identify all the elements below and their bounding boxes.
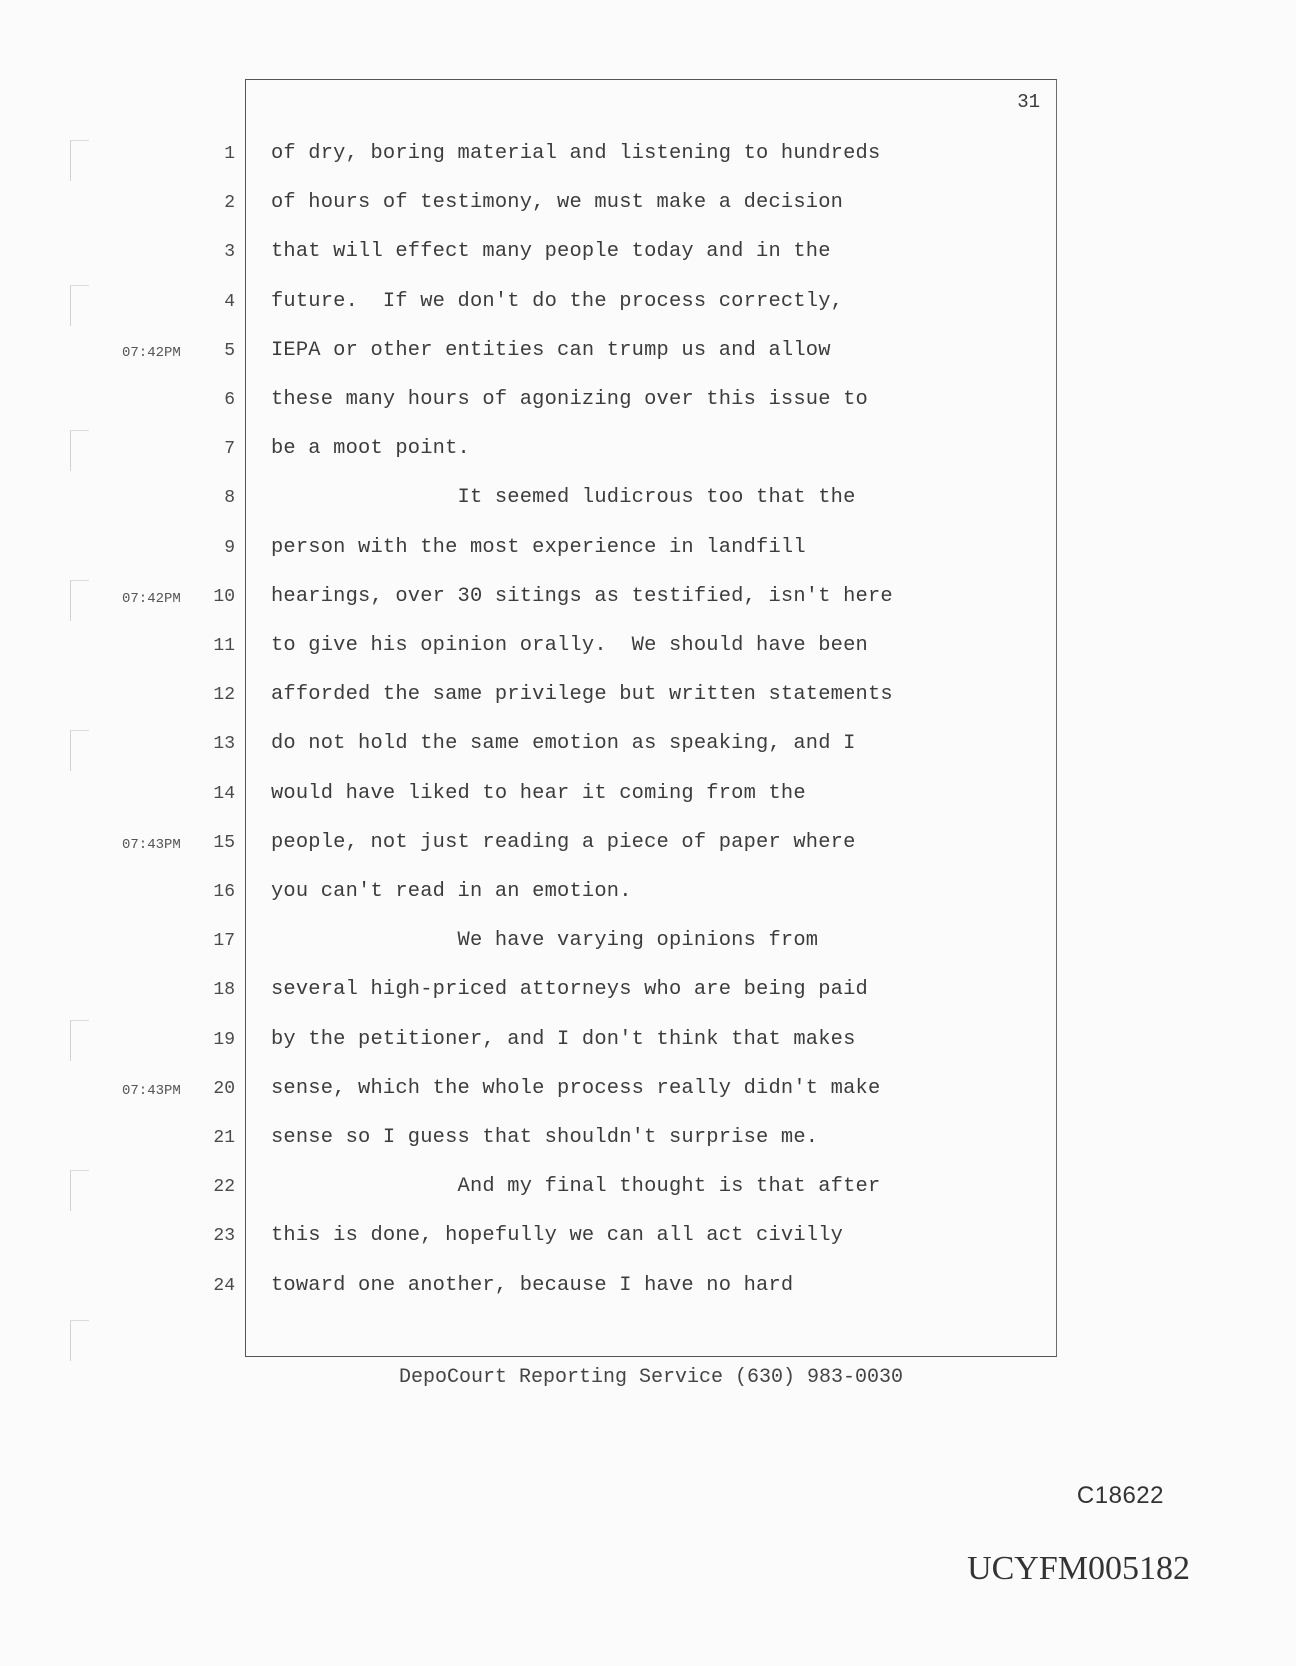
line-text: sense, which the whole process really didn't make [271,1076,881,1100]
line-number: 15 [213,832,235,853]
transcript-line [0,388,1296,418]
line-number: 6 [224,390,235,410]
line-text: you can't read in an emotion. [271,880,632,903]
line-number: 16 [213,882,235,902]
line-number: 14 [213,783,235,804]
transcript-line [0,585,1296,615]
transcript-line [0,142,1296,172]
line-number: 17 [213,931,235,952]
line-number: 19 [213,1029,235,1050]
line-text: to give his opinion orally. We should have been [271,634,868,657]
transcript-frame [245,79,1057,1357]
transcript-line [0,339,1296,369]
line-text: of hours of testimony, we must make a decision [271,191,844,215]
transcript-line [0,683,1296,713]
line-number: 23 [213,1226,235,1247]
transcript-line [0,240,1296,270]
line-text: these many hours of agonizing over this issue to [271,388,868,411]
line-number: 20 [213,1078,235,1099]
bates-number: UCYFM005182 [967,1550,1190,1587]
transcript-line [0,929,1296,959]
line-number: 5 [224,340,235,361]
line-number: 9 [224,537,235,558]
line-text: And my final thought is that after [271,1175,881,1199]
transcript-line [0,486,1296,516]
timestamp: 07:42PM [122,344,181,361]
line-number: 18 [213,980,235,1001]
line-text: afforded the same privilege but written statements [271,683,893,707]
line-number: 3 [224,242,235,263]
line-text: by the petitioner, and I don't think that makes [271,1027,856,1051]
line-number: 7 [224,439,235,460]
line-text: of dry, boring material and listening to hundreds [271,142,881,165]
reporter-footer: DepoCourt Reporting Service (630) 983-0030 [398,1366,904,1389]
line-text: sense so I guess that shouldn't surprise me. [271,1126,819,1149]
timestamp: 07:43PM [122,836,181,853]
line-number: 10 [213,586,235,607]
transcript-line [0,536,1296,566]
line-number: 21 [213,1128,235,1148]
transcript-line [0,732,1296,762]
line-number: 8 [224,488,235,509]
line-number: 1 [224,144,235,164]
transcript-line [0,634,1296,664]
transcript-line [0,978,1296,1008]
line-text: several high-priced attorneys who are being paid [271,978,868,1002]
timestamp: 07:42PM [122,590,181,607]
line-text: would have liked to hear it coming from the [271,781,806,805]
transcript-line [0,1028,1296,1058]
transcript-line [0,437,1296,467]
transcript-line [0,782,1296,812]
line-number: 22 [213,1177,235,1198]
line-text: It seemed ludicrous too that the [271,486,856,510]
line-text: do not hold the same emotion as speaking, and I [271,732,856,756]
line-text: IEPA or other entities can trump us and allow [271,338,831,362]
transcript-line [0,880,1296,910]
line-number: 4 [224,291,235,312]
page-number: 31 [1017,91,1040,113]
line-text: We have varying opinions from [271,929,819,953]
line-number: 12 [213,685,235,706]
transcript-line [0,290,1296,320]
line-text: toward one another, because I have no hard [271,1273,794,1297]
line-text: people, not just reading a piece of paper where [271,830,856,854]
transcript-line [0,1175,1296,1205]
line-text: hearings, over 30 sitings as testified, isn't here [271,584,893,608]
transcript-line [0,1224,1296,1254]
edge-mark [70,1320,89,1361]
line-number: 24 [213,1275,235,1296]
line-text: that will effect many people today and in the [271,240,831,264]
transcript-line [0,831,1296,861]
transcript-line [0,191,1296,221]
line-number: 11 [213,636,235,656]
transcript-line [0,1126,1296,1156]
line-text: this is done, hopefully we can all act civilly [271,1224,844,1248]
line-number: 2 [224,193,235,214]
line-number: 13 [213,734,235,755]
line-text: person with the most experience in landfill [271,535,806,559]
line-text: future. If we don't do the process correctly, [271,289,844,313]
document-id-stamp: C18622 [1076,1482,1164,1509]
transcript-line [0,1077,1296,1107]
line-text: be a moot point. [271,437,470,461]
transcript-line [0,1274,1296,1304]
timestamp: 07:43PM [122,1082,181,1099]
